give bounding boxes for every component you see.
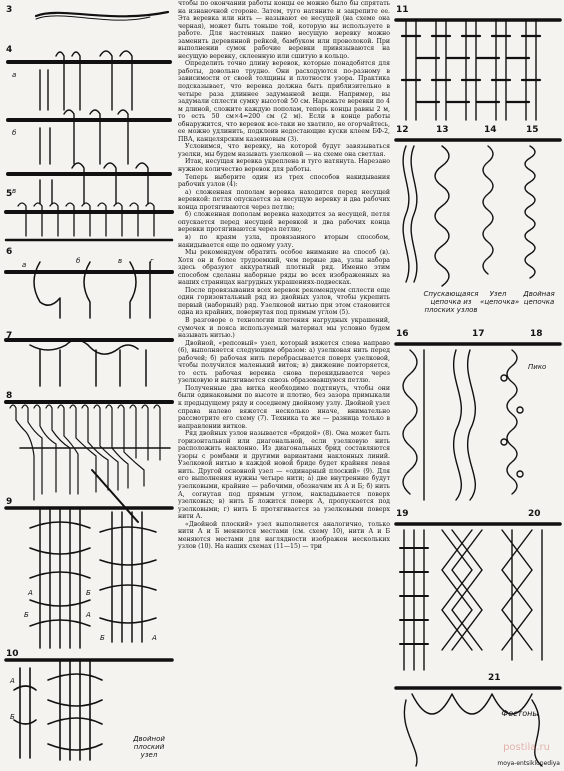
- fig-21-number: 21: [488, 673, 501, 683]
- fig-11-number: 11: [396, 5, 409, 15]
- right-knot-diagrams: [392, 0, 564, 771]
- fig-10-number: 10: [6, 649, 19, 659]
- fig-10-a: А: [10, 677, 15, 685]
- fig-9-b2: Б: [24, 611, 29, 619]
- paragraph: Ряд двойных узлов называется «бридой» (8). Она может быть горизонтальной или диагональной, если узелковую нить расположить наклонно. Из диагональных брид составляются узоры с ромбами и другими вариантами наклонных линий. Узелковой нитью в каждой новой бриде будет крайняя левая нить. Другой основной узел — «одинарный плоский» (9). Для его выполнения нужны четыре нити; а) две внутренние будут узелковыми, крайние — рабочими, обозначим их А и Б; б) нить А, согнутая под прямым углом, накладывается поверх узелковых; в) нить Б ложится поверх А, пропускается под узелковыми; г) нить Б протягивается за узелковыми поверх нити А.: [178, 430, 390, 521]
- festoons-caption: Фестоны: [501, 709, 539, 718]
- paragraph: «Двойной плоский» узел выполняется аналогично, только нити А и Б меняются местами (см. схему 10), нити А и Б меняются местами для наглядности изображен нескольких узлов (10). На наших схемах (11—15) — три: [178, 520, 390, 551]
- paragraph: б) сложенная пополам веревка находится за несущей, петля опускается перед несущей веревкой и два рабочих конца веревки протягиваются через петлю;: [178, 211, 390, 234]
- paragraph: чтобы по окончании работы концы ее можно было бы спрятать на изнаночной стороне. Затем, туго натяните и закрепите ее. Эта веревка или нить — называют ее несущей (на схеме она черная), может быть тоньше той, которую вы используете в работе. Для настенных панно несущую веревку можно заменить деревянной рейкой, бамбуком или проволокой. При выполнении сумок рабочие веревки привязываются на несущую веревку, склеенную или сшитую в кольцо.: [178, 0, 390, 60]
- paragraph: Определить точно длину веревок, которые понадобятся для работы, довольно трудно. Они расходуются по-разному в зависимости от своей толщины и плотности узора. Практика подсказывает, что веревка должна быть приблизительно в четыре раза длиннее задуманной вещи. Например, вы задумали сплести сумку высотой 50 см. Нарежьте веревки по 4 м длиной, сложите каждую пополам, теперь концы равны 2 м, то есть 50 см×4=200 см (2 м). Если в конце работы обнаружится, что веревок все-таки не хватило, не огорчайтесь, ее можно удлинить, подклеив недостающие куски клеем БФ-2, ПВА, канцелярским казеиновым (3).: [178, 60, 390, 143]
- fig-6-number: 6: [6, 247, 13, 257]
- fig-17-number: 17: [472, 329, 485, 339]
- fig-9-number: 9: [6, 497, 13, 507]
- paragraph: Итак, несущая веревка укреплена и туго натянута. Нарезано нужное количество веревок для работы.: [178, 158, 390, 174]
- paragraph: Мы рекомендуем обратить особое внимание на способ (в). Хотя он и более трудоемкий, чем первые два, узлы набора здесь образуют аккуратный плотный ряд. Именно этим способом сделаны наборные ряды во всех изображенных на наших страницах нагрудных украшениях-подвесках.: [178, 249, 390, 287]
- fig-20-number: 20: [528, 509, 541, 519]
- fig-9-a3: А: [152, 634, 157, 642]
- fig-15-caption: Двойная цепочка: [523, 290, 555, 306]
- fig-16-number: 16: [396, 329, 409, 339]
- fig-15-number: 15: [526, 125, 539, 135]
- left-figures-column: [0, 0, 176, 771]
- fig-4a-label: а: [12, 71, 17, 79]
- fig-5-number: 5: [6, 189, 13, 199]
- right-figures-column: [392, 0, 564, 771]
- fig-9-b1: Б: [86, 589, 91, 597]
- fig-10-caption: Двойной плоский узел: [133, 735, 165, 759]
- paragraph: в) по краям узла, провязанного вторым способом, накидывается еще по одному узлу.: [178, 233, 390, 249]
- paragraph: Теперь выберите один из трех способов накидывания рабочих узлов (4):: [178, 173, 390, 189]
- fig-14-caption: Узел «цепочка»: [480, 290, 520, 306]
- fig-6v-label: в: [118, 257, 123, 265]
- left-knot-diagrams: [0, 0, 176, 771]
- fig-6g-label: г: [150, 257, 154, 265]
- fig-9-a1: А: [28, 589, 33, 597]
- fig-10-b: Б: [10, 713, 15, 721]
- fig-4b-label: б: [12, 129, 17, 137]
- fig-12-number: 12: [396, 125, 409, 135]
- fig-9-b3: Б: [100, 634, 105, 642]
- fig-4v-label: в: [12, 187, 17, 195]
- fig-18-number: 18: [530, 329, 543, 339]
- fig-6a-label: а: [22, 261, 27, 269]
- fig-19-number: 19: [396, 509, 409, 519]
- fig-13-number: 13: [436, 125, 449, 135]
- fig-7-number: 7: [6, 331, 13, 341]
- fig-3-number: 3: [6, 5, 13, 15]
- paragraph: Условимся, что веревку, на которой будут завязываться узелки, мы будем называть узелковой — на схеме она светлая.: [178, 143, 390, 158]
- fig-8-number: 8: [6, 391, 13, 401]
- pico-label: Пико: [528, 363, 547, 371]
- watermark: postila.ru: [503, 742, 550, 753]
- article-text-column: [178, 0, 390, 771]
- paragraph: Двойной, «репсовый» узел, который вяжется слева направо (6), выполняется следующим образом: а) узелковая нить перед рабочей; б) рабочая нить перебрасывается поверх узелковой, чтобы получился маленький виток; в) движение повторяется, то есть рабочая веревка снова перекидывается через узелковую и вытягивается сквозь образовавшуюся петлю.: [178, 339, 390, 385]
- fig-6b-label: б: [76, 257, 81, 265]
- fig-4-number: 4: [6, 45, 13, 55]
- paragraph: Полученные два витка необходимо подтянуть, чтобы они были одинаковыми по высоте и плотно, без зазора примыкали к предыдущему ряду и соседнему двойному узлу. Двойной узел справа налево вяжется несколько иначе, внимательно рассмотрите его схему (7). Техника та же — разница только в направлении витков.: [178, 384, 390, 430]
- fig-13-caption: Спускающаяся цепочка из плоских узлов: [423, 290, 479, 314]
- fig-14-number: 14: [484, 125, 497, 135]
- fig-9-a2: А: [86, 611, 91, 619]
- paragraph: После провязывания всех веревок рекомендуем сплести еще один горизонтальный ряд из двойных узлов, чтобы укрепить первый (наборный) ряд. Узелковой нитью при этом становится одна из крайних, повернутая под прямым углом (5).: [178, 286, 390, 317]
- paragraph: В разговоре о технологии плетения нагрудных украшений, сумочек и пояса используемый материал мы условно будем называть нитью.): [178, 316, 390, 340]
- paragraph: а) сложенная пополам веревка находится перед несущей веревкой: петля опускается за несущую веревку и два рабочих конца протягиваются через петлю;: [178, 188, 390, 211]
- source-credit: moya-entsiklopediya: [497, 760, 560, 767]
